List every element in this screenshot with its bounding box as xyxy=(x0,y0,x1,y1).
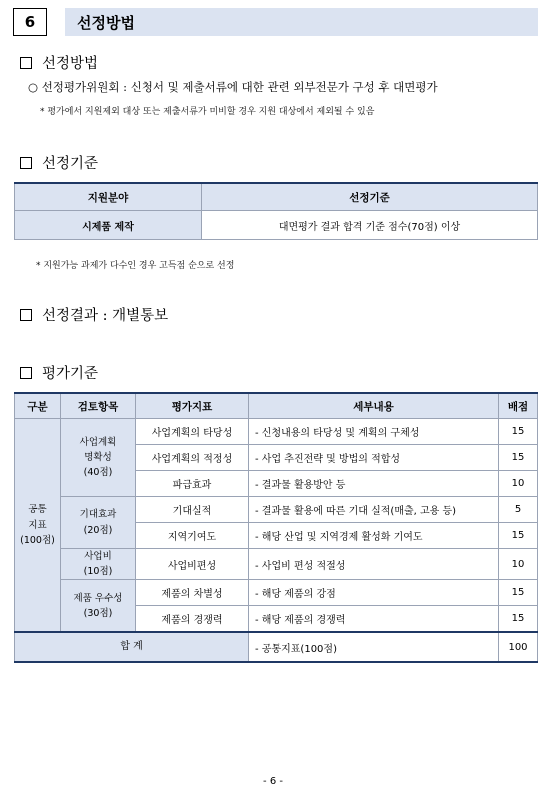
evaluation-table xyxy=(14,392,538,663)
eval-detail: - 해당 산업 및 지역경제 활성화 기여도 xyxy=(249,523,499,549)
eval-group-product xyxy=(61,580,136,633)
criteria-table xyxy=(14,182,538,240)
eval-score: 15 xyxy=(499,523,538,549)
criteria-header-standard: 선정기준 xyxy=(202,183,538,211)
eval-detail: - 해당 제품의 경쟁력 xyxy=(249,606,499,633)
group-line: (10점) xyxy=(83,566,113,578)
eval-detail: - 신청내용의 타당성 및 계획의 구체성 xyxy=(249,419,499,445)
criteria-field: 시제품 제작 xyxy=(15,211,202,240)
eval-detail: - 사업비 편성 적절성 xyxy=(249,549,499,580)
eval-detail: - 결과물 활용에 따른 기대 실적(매출, 고용 등) xyxy=(249,497,499,523)
category-line: (100점) xyxy=(20,534,55,546)
criteria-standard: 대면평가 결과 합격 기준 점수(70점) 이상 xyxy=(202,211,538,240)
heading-text: 평가기준 xyxy=(42,366,99,382)
eval-indicator: 지역기여도 xyxy=(136,523,249,549)
eval-indicator: 사업계획의 타당성 xyxy=(136,419,249,445)
eval-score: 5 xyxy=(499,497,538,523)
eval-score: 10 xyxy=(499,471,538,497)
committee-note: * 평가에서 지원제외 대상 또는 제출서류가 미비할 경우 지원 대상에서 제외될 수 있음 xyxy=(40,107,375,117)
eval-indicator: 제품의 경쟁력 xyxy=(136,606,249,633)
eval-group-budget xyxy=(61,549,136,580)
group-line: (20점) xyxy=(83,524,113,536)
group-line: 사업계획 xyxy=(79,436,117,448)
category-line: 공통 xyxy=(28,504,47,516)
eval-category-cell xyxy=(15,419,61,633)
eval-indicator: 사업비편성 xyxy=(136,549,249,580)
eval-total-label: 합 계 xyxy=(15,632,249,662)
eval-score: 15 xyxy=(499,445,538,471)
eval-header-category: 구분 xyxy=(15,393,61,419)
eval-group-effect xyxy=(61,497,136,549)
heading-eval-criteria xyxy=(20,362,98,383)
heading-selection-criteria xyxy=(20,152,98,173)
eval-score: 15 xyxy=(499,606,538,633)
eval-header-item: 검토항목 xyxy=(61,393,136,419)
committee-line: ○ 선정평가위원회 : 신청서 및 제출서류에 대한 관련 외부전문가 구성 후 대면평가 xyxy=(28,80,438,94)
checkbox-square-icon xyxy=(20,157,32,169)
page-number: - 6 - xyxy=(263,776,283,787)
eval-total-detail: - 공통지표(100점) xyxy=(249,632,499,662)
heading-text: 선정방법 xyxy=(42,56,99,72)
eval-indicator: 기대실적 xyxy=(136,497,249,523)
group-line: 기대효과 xyxy=(79,509,117,521)
eval-indicator: 제품의 차별성 xyxy=(136,580,249,606)
section-number: 6 xyxy=(13,8,47,36)
eval-detail: - 결과물 활용방안 등 xyxy=(249,471,499,497)
eval-score: 15 xyxy=(499,580,538,606)
eval-indicator: 사업계획의 적정성 xyxy=(136,445,249,471)
eval-header-indicator: 평가지표 xyxy=(136,393,249,419)
group-line: 제품 우수성 xyxy=(73,592,123,604)
criteria-note: * 지원가능 과제가 다수인 경우 고득점 순으로 선정 xyxy=(36,261,235,271)
eval-indicator: 파급효과 xyxy=(136,471,249,497)
category-line: 지표 xyxy=(28,519,47,531)
eval-detail: - 해당 제품의 강점 xyxy=(249,580,499,606)
eval-detail: - 사업 추진전략 및 방법의 적합성 xyxy=(249,445,499,471)
heading-text: 선정결과 : 개별통보 xyxy=(42,308,169,324)
eval-group-plan xyxy=(61,419,136,497)
eval-score: 15 xyxy=(499,419,538,445)
checkbox-square-icon xyxy=(20,367,32,379)
group-line: (30점) xyxy=(83,607,113,619)
eval-header-score: 배점 xyxy=(499,393,538,419)
group-line: 명확성 xyxy=(84,451,112,463)
group-line: (40점) xyxy=(83,467,113,479)
checkbox-square-icon xyxy=(20,57,32,69)
checkbox-square-icon xyxy=(20,309,32,321)
section-title: 선정방법 xyxy=(65,8,538,36)
heading-selection-result xyxy=(20,304,168,325)
heading-text: 선정기준 xyxy=(42,156,99,172)
eval-total-score: 100 xyxy=(499,632,538,662)
criteria-header-field: 지원분야 xyxy=(15,183,202,211)
eval-score: 10 xyxy=(499,549,538,580)
heading-selection-method xyxy=(20,52,98,73)
eval-header-detail: 세부내용 xyxy=(249,393,499,419)
group-line: 사업비 xyxy=(84,551,112,562)
